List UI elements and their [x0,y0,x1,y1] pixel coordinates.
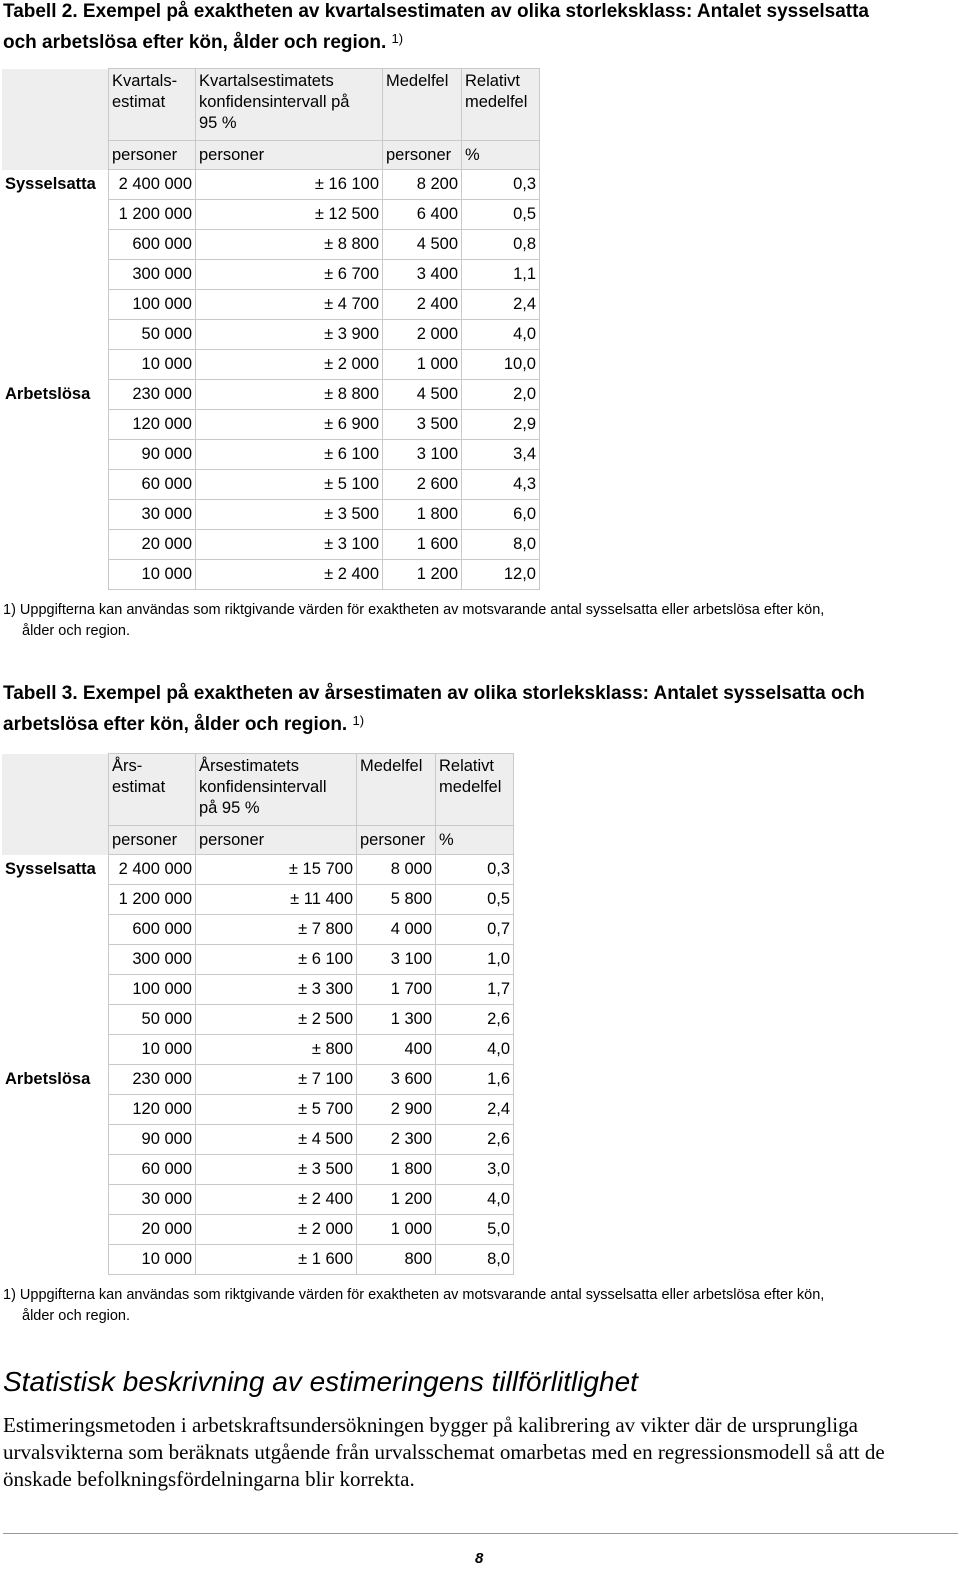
paragraph-line: urvalsvikterna som beräknats utgående från urvalsschemat omarbetas med en regressionsmodell så att de [3,1440,885,1464]
table-cell: 3 400 [383,260,462,290]
page-number: 8 [475,1550,484,1567]
table-cell: 1 800 [357,1155,436,1185]
unit-cell: personer [109,826,196,855]
group-spacer [2,230,109,260]
group-spacer [2,1155,109,1185]
table-cell: 1 000 [383,350,462,380]
table2-caption-line2-wrap [3,27,869,58]
table-cell: 4,3 [462,470,540,500]
table-cell: ± 4 500 [196,1125,357,1155]
table-cell: 4 500 [383,380,462,410]
group-spacer [2,915,109,945]
table2-caption-sup: 1) [391,31,404,46]
table-cell: 3,4 [462,440,540,470]
table-cell: 100 000 [109,290,196,320]
table-row [2,1125,514,1155]
table-row [2,260,540,290]
unit-cell: personer [196,826,357,855]
column-header: Årsestimatets konfidensintervall på 95 % [196,754,357,826]
section-paragraph [3,1412,958,1493]
table-row [2,975,514,1005]
table-cell: 1,0 [436,945,514,975]
unit-cell: personer [196,141,383,170]
table-row [2,560,540,590]
table-cell: ± 6 900 [196,410,383,440]
table-cell: 2 600 [383,470,462,500]
table-cell: 3,0 [436,1155,514,1185]
table-cell: 0,5 [436,885,514,915]
table-cell: 600 000 [109,230,196,260]
table-cell: 90 000 [109,1125,196,1155]
table-cell: 1 000 [357,1215,436,1245]
paragraph-line: önskade befolkningsfördelningarna blir korrekta. [3,1467,415,1491]
table-cell: 8 000 [357,855,436,885]
table-cell: ± 2 400 [196,560,383,590]
table-row [2,200,540,230]
table3-caption-line1: Tabell 3. Exempel på exaktheten av årsestimaten av olika storleksklass: Antalet sysselsatta och [3,683,865,704]
table2-caption-line2: och arbetslösa efter kön, ålder och region. [3,32,387,53]
table-cell: 10 000 [109,1245,196,1275]
group-spacer [2,290,109,320]
table-cell: 2 000 [383,320,462,350]
table-cell: ± 5 700 [196,1095,357,1125]
group-spacer [2,560,109,590]
column-header: Kvartalsestimatets konfidensintervall på 95 % [196,69,383,141]
table-cell: ± 8 800 [196,380,383,410]
table2-footnote-line1: 1) Uppgifterna kan användas som riktgivande värden för exaktheten av motsvarande antal sysselsatta eller arbetslösa efter kön, [3,602,825,618]
table-cell: 60 000 [109,470,196,500]
unit-cell: personer [383,141,462,170]
table-row [2,350,540,380]
table3-footnote-line2: ålder och region. [22,1308,131,1324]
table-row [2,170,540,200]
group-spacer [2,200,109,230]
table-cell: 10 000 [109,560,196,590]
group-spacer [2,1245,109,1275]
table3-caption-sup: 1) [352,713,365,728]
table-cell: 1,7 [436,975,514,1005]
table-cell: 8,0 [436,1245,514,1275]
table-cell: ± 6 100 [196,440,383,470]
table-cell: 230 000 [109,1065,196,1095]
table-cell: 10 000 [109,1035,196,1065]
table-cell: ± 12 500 [196,200,383,230]
table-cell: ± 6 100 [196,945,357,975]
header-corner [2,754,109,826]
table-cell: 3 100 [357,945,436,975]
group-spacer [2,1095,109,1125]
table-cell: 100 000 [109,975,196,1005]
table-cell: 30 000 [109,1185,196,1215]
group-label: Arbetslösa [2,1065,109,1095]
table2-caption-line1: Tabell 2. Exempel på exaktheten av kvartalsestimaten av olika storleksklass: Antalet sysselsatta [3,1,870,22]
group-label: Arbetslösa [2,380,109,410]
table3-footnote-line1: 1) Uppgifterna kan användas som riktgivande värden för exaktheten av motsvarande antal sysselsatta eller arbetslösa efter kön, [3,1287,825,1303]
table2-caption [3,0,869,58]
table-cell: 2 400 000 [109,170,196,200]
table-cell: ± 3 500 [196,500,383,530]
unit-corner [2,141,109,170]
table2 [2,68,540,590]
table-cell: 5 800 [357,885,436,915]
table-cell: 2 400 000 [109,855,196,885]
table-cell: 20 000 [109,530,196,560]
table-cell: ± 8 800 [196,230,383,260]
table-cell: 1,6 [436,1065,514,1095]
table-cell: 1 800 [383,500,462,530]
group-spacer [2,945,109,975]
table-cell: 3 500 [383,410,462,440]
table2-footnote [3,600,953,642]
table-cell: 2,4 [462,290,540,320]
table-row [2,915,514,945]
table-cell: 2 400 [383,290,462,320]
table-row [2,500,540,530]
table-cell: ± 3 900 [196,320,383,350]
group-spacer [2,350,109,380]
table-row [2,1035,514,1065]
table-cell: 1,1 [462,260,540,290]
table-cell: 1 700 [357,975,436,1005]
group-spacer [2,1125,109,1155]
table-cell: 1 600 [383,530,462,560]
unit-row [2,826,514,855]
group-spacer [2,500,109,530]
table-cell: 1 200 000 [109,885,196,915]
table-cell: 2 300 [357,1125,436,1155]
table-cell: ± 4 700 [196,290,383,320]
table-row [2,290,540,320]
unit-row [2,141,540,170]
table-cell: 4,0 [462,320,540,350]
table-cell: ± 2 500 [196,1005,357,1035]
table-cell: 230 000 [109,380,196,410]
unit-cell: % [436,826,514,855]
table-cell: 300 000 [109,945,196,975]
table3-caption-line2-wrap [3,709,865,740]
table-row [2,1095,514,1125]
column-header: Medelfel [383,69,462,141]
unit-cell: % [462,141,540,170]
table-cell: ± 2 000 [196,350,383,380]
table-cell: 3 600 [357,1065,436,1095]
table-cell: 30 000 [109,500,196,530]
table-cell: 400 [357,1035,436,1065]
table-cell: ± 15 700 [196,855,357,885]
table3-caption [3,678,865,740]
table-cell: 2,6 [436,1125,514,1155]
table-row [2,470,540,500]
table-row [2,1155,514,1185]
table-cell: 50 000 [109,1005,196,1035]
table-cell: ± 1 600 [196,1245,357,1275]
table-cell: 2,9 [462,410,540,440]
table-cell: 6,0 [462,500,540,530]
table-cell: 6 400 [383,200,462,230]
table-cell: ± 3 300 [196,975,357,1005]
table-cell: 0,3 [436,855,514,885]
group-spacer [2,440,109,470]
group-spacer [2,1005,109,1035]
table-cell: 4,0 [436,1035,514,1065]
table-cell: 2,6 [436,1005,514,1035]
group-spacer [2,530,109,560]
table-cell: 0,5 [462,200,540,230]
table-cell: ± 7 800 [196,915,357,945]
header-row [2,69,540,141]
group-label: Sysselsatta [2,170,109,200]
table-cell: 120 000 [109,1095,196,1125]
table-cell: ± 6 700 [196,260,383,290]
table-cell: 20 000 [109,1215,196,1245]
table-row [2,885,514,915]
table-row [2,1215,514,1245]
column-header: Relativt medelfel [436,754,514,826]
table-row [2,230,540,260]
table-cell: 120 000 [109,410,196,440]
column-header: Relativt medelfel [462,69,540,141]
group-spacer [2,1215,109,1245]
table-cell: ± 16 100 [196,170,383,200]
group-spacer [2,975,109,1005]
footer-divider [3,1533,958,1534]
column-header: Års- estimat [109,754,196,826]
table-row [2,1245,514,1275]
table2-footnote-line2: ålder och region. [22,623,131,639]
table-cell: ± 2 400 [196,1185,357,1215]
table-cell: 4 000 [357,915,436,945]
table-cell: 10,0 [462,350,540,380]
unit-corner [2,826,109,855]
table-cell: 50 000 [109,320,196,350]
table-cell: 60 000 [109,1155,196,1185]
table-cell: 300 000 [109,260,196,290]
table-cell: 90 000 [109,440,196,470]
table-cell: 8 200 [383,170,462,200]
table-cell: 4 500 [383,230,462,260]
group-spacer [2,320,109,350]
group-spacer [2,410,109,440]
table-cell: 12,0 [462,560,540,590]
table-cell: 1 200 [357,1185,436,1215]
group-label: Sysselsatta [2,855,109,885]
table3-footnote [3,1285,953,1327]
table-row [2,320,540,350]
table-cell: 8,0 [462,530,540,560]
table-cell: 3 100 [383,440,462,470]
header-row [2,754,514,826]
unit-cell: personer [109,141,196,170]
table-cell: ± 800 [196,1035,357,1065]
group-spacer [2,260,109,290]
table-row [2,530,540,560]
table3-caption-line2: arbetslösa efter kön, ålder och region. [3,714,348,735]
table-cell: 2,0 [462,380,540,410]
table-cell: 2 900 [357,1095,436,1125]
unit-cell: personer [357,826,436,855]
table-cell: 1 200 [383,560,462,590]
table-cell: 800 [357,1245,436,1275]
table-cell: 1 200 000 [109,200,196,230]
table-row [2,440,540,470]
table-cell: ± 3 100 [196,530,383,560]
column-header: Kvartals- estimat [109,69,196,141]
group-spacer [2,885,109,915]
table-cell: 1 300 [357,1005,436,1035]
table-cell: 0,8 [462,230,540,260]
table-cell: ± 3 500 [196,1155,357,1185]
group-spacer [2,470,109,500]
table-cell: 5,0 [436,1215,514,1245]
table-cell: 4,0 [436,1185,514,1215]
table-row [2,380,540,410]
table-cell: ± 5 100 [196,470,383,500]
table-cell: 10 000 [109,350,196,380]
header-corner [2,69,109,141]
group-spacer [2,1185,109,1215]
table-row [2,855,514,885]
column-header: Medelfel [357,754,436,826]
table-cell: 0,3 [462,170,540,200]
table-cell: ± 11 400 [196,885,357,915]
table-row [2,945,514,975]
section-title: Statistisk beskrivning av estimeringens tillförlitlighet [3,1366,638,1397]
table-cell: 2,4 [436,1095,514,1125]
table-cell: ± 7 100 [196,1065,357,1095]
paragraph-line: Estimeringsmetoden i arbetskraftsundersökningen bygger på kalibrering av vikter där de ursprungliga [3,1413,858,1437]
table-cell: 600 000 [109,915,196,945]
table3 [2,753,514,1275]
table-row [2,1185,514,1215]
table-row [2,1005,514,1035]
table-cell: 0,7 [436,915,514,945]
table-row [2,410,540,440]
group-spacer [2,1035,109,1065]
table-cell: ± 2 000 [196,1215,357,1245]
table-row [2,1065,514,1095]
